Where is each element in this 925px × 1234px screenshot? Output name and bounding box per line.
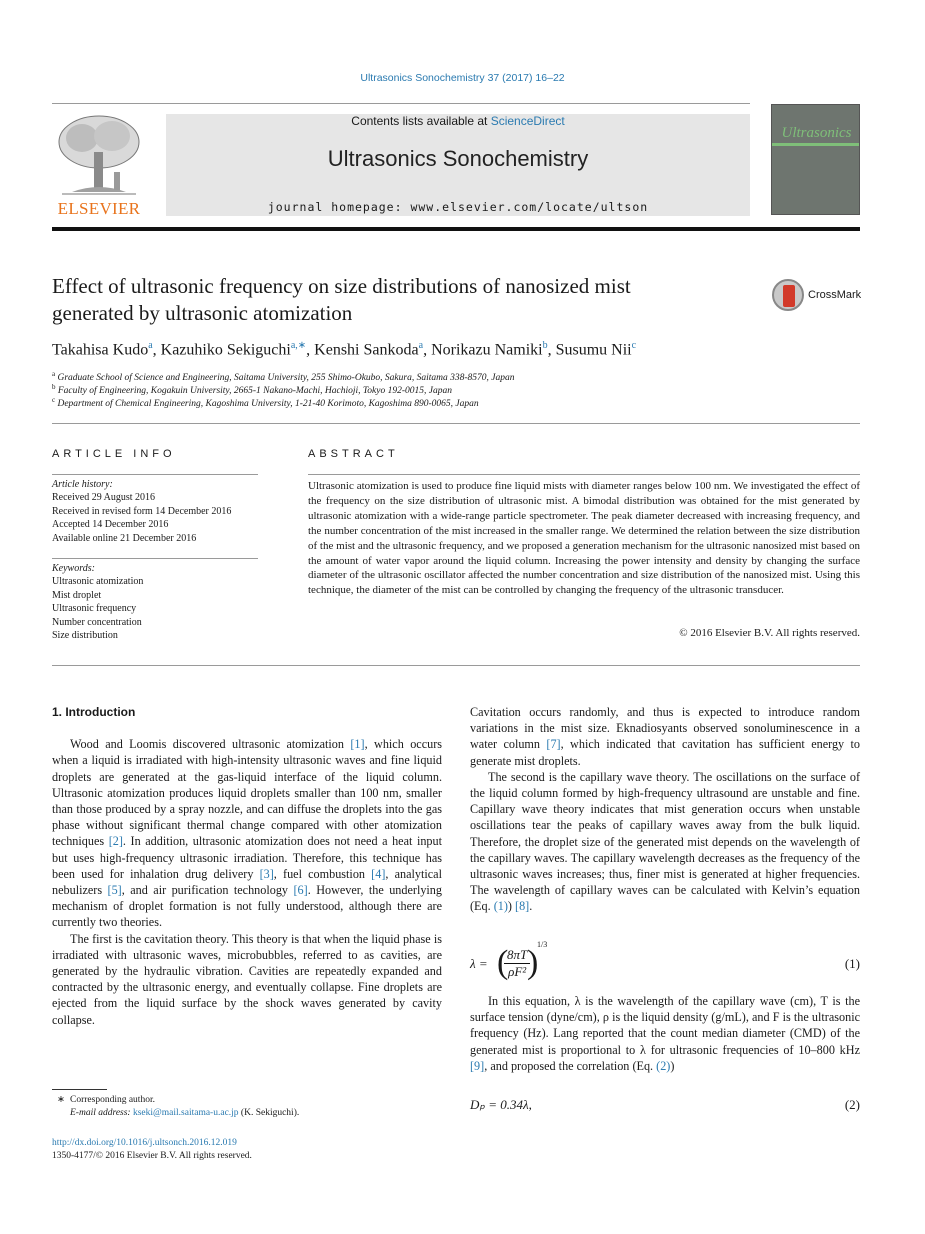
footnote: ∗ Corresponding author. E-mail address: kseki@mail.saitama-u.ac.jp (K. Sekiguchi). [57,1095,300,1118]
citation-link[interactable]: [6] [293,883,308,898]
author: Susumu Nii [555,341,632,359]
journal-title: Ultrasonics Sonochemistry [327,146,589,171]
equation-1: λ = ( $\frac{8\pi T}{\text{ρF²}}$ ) 1/3 (1) [470,940,860,981]
paragraph: Cavitation occurs randomly, and thus is expected to introduce random variations in the mist size. Eknadiosyants observed sonoluminescence in a water column [7], which indicated that cavitation has sufficient energy to generate mist droplets. [470,705,861,768]
abstract-divider [52,665,860,666]
contents-line: Contents lists available at ScienceDirect [351,114,565,128]
journal-homepage[interactable]: journal homepage: www.elsevier.com/locate/ultson [267,200,649,214]
author: Takahisa Kudo [52,341,149,359]
info-rule [52,558,258,559]
citation-link[interactable]: [7] [546,737,561,752]
article-info-heading: ARTICLE INFO [52,448,176,460]
cover-band [772,143,860,146]
journal-cover [771,104,860,215]
article-title: Effect of ultrasonic frequency on size distributions of nanosized mist generated by ultrasonic atomization [52,274,631,325]
header-rule [52,227,860,231]
paragraph: Wood and Loomis discovered ultrasonic atomization [1], which occurs when a liquid is irradiated with high-intensity ultrasonic waves and fine liquid droplets are generated at the gas-liquid interface of the liquid column. Ultrasonic atomization produces liquid droplets smaller than 100 nm, smaller than those produced by a spray nozzle, and can diffuse the droplets into the gas phase without significant thermal change compared with other atomization techniques [2]. In addition, ultrasonic atomization does not need a heat input but uses high-frequency ultrasonic irradiation. Therefore, this technique has been used for inhalation drug delivery [3], fuel combustion [4], analytical nebulizers [5], and air purification technology [6]. However, the underlying mechanism of droplet formation is not fully understood, although there are currently two theories. [52,737,443,930]
crossmark-label[interactable]: CrossMark [808,289,862,301]
paragraph: In this equation, λ is the wavelength of the capillary wave (cm), T is the surface tension (dyne/cm), ρ is the liquid density (g/mL), and F is the ultrasonic frequency (Hz). Lang reported that the count median diameter (CMD) of the generated mist is proportional to λ for ultrasonic frequencies of 10–800 kHz [9], and proposed the correlation (Eq. (2)) [470,994,860,1073]
citation-link[interactable]: [1] [350,737,365,752]
abstract-heading: ABSTRACT [308,448,399,460]
info-rule [52,474,258,475]
citation-link[interactable]: [4] [371,866,386,881]
abstract-text: Ultrasonic atomization is used to produce fine liquid mists with diameter ranges below 100 nm. We investigated the effect of the frequency on the size distribution of ultrasonic mist. A bimodal distribution was obtained for the mist generated by ultrasonic atomization with a wide-range particle spectrometer. The peak diameter decreased with increasing frequency, and the number concentration of the mist increased in the smaller range. We determined the relation between the size distribution of the mist and the ultrasonic frequency, and we proposed a generation mechanism for the ultrasonic nanosized mist based on the amount of water vapor around the liquid column. Increasing the power intensity and density by changing the surface diameter of the ultrasonic oscillator affected the number concentration and size distribution of the nanosized mist. Using this technique, the diameter of the mist can be controlled by changing the frequency of the ultrasonic transducer. [308,480,860,597]
issn-line: 1350-4177/© 2016 Elsevier B.V. All rights reserved. [52,1151,252,1161]
sciencedirect-link[interactable]: ScienceDirect [490,114,565,128]
right-column-cont [470,993,860,1074]
citation-link[interactable]: [3] [259,866,274,881]
crossmark-icon[interactable] [772,279,804,311]
publisher-name: ELSEVIER [57,199,141,218]
author-list: Takahisa Kudo$^a$, Kazuhiko Sekiguchi$^{a,∗}$, Kenshi Sankoda$^a$, Norikazu Namiki$^b$, Susumu Nii$^c$ [52,340,637,359]
equation-link[interactable]: (2) [656,1058,671,1073]
cover-title: Ultrasonics [781,125,852,141]
email-link[interactable]: kseki@mail.saitama-u.ac.jp [132,1108,239,1118]
citation-link[interactable]: [9] [470,1058,485,1073]
author: Kazuhiko Sekiguchi [160,341,291,359]
affiliation-divider [52,423,860,424]
abstract-rule [308,474,860,475]
abstract-copyright: © 2016 Elsevier B.V. All rights reserved. [679,627,860,639]
doi-block [52,1137,252,1163]
paragraph: The first is the cavitation theory. This theory is that when the liquid phase is irradiated with ultrasonic waves, microbubbles, referred to as cavities, are generated by the hydraulic vibration. Cavities are repeatedly expanded and contracted by the ultrasonic energy, and eventually collapse. Fine droplets are ejected from the liquid surface by the shock waves generated by cavity collapse. [52,931,442,1027]
paragraph: The second is the capillary wave theory. The oscillations on the surface of the liquid column formed by high-frequency ultrasound are unstable and fine. Capillary wave theory indicates that mist generation occurs when unstable oscillations tear the peaks of capillary waves away from the bulk liquid. Therefore, the droplet size of the generated mist depends on the wavelength of the capillary waves. The capillary wavelength decreases as the frequency of the ultrasonic waves increases; thus, finer mist is generated at higher frequencies. The wavelength of capillary waves can be calculated with Kelvin’s equation (Eq. (1)) [8]. [470,769,860,914]
keywords: Keywords: Ultrasonic atomization Mist droplet Ultrasonic frequency Number concentration Size distribution [52,563,144,642]
citation-link[interactable]: [8] [515,899,530,914]
equation-link[interactable]: (1) [493,899,508,914]
affiliation-a: $^a$ Graduate School of Science and Engineering, Saitama University, 255 Shimo-Okubo, Sakura, Saitama 338-8570, Japan [52,370,515,384]
equation-2: Dₚ = 0.34λ, (2) [470,1097,860,1112]
citation-link[interactable]: [2] [108,834,123,849]
section-heading: 1. Introduction [52,705,136,719]
article-history: Article history: Received 29 August 2016 Received in revised form 14 December 2016 Accepted 14 December 2016 Available online 21 December 2016 [52,479,232,544]
footnote-rule [52,1089,107,1090]
author: Kenshi Sankoda [314,341,419,359]
header-divider [52,103,750,104]
right-column [470,704,860,915]
affiliation-b: $^b$ Faculty of Engineering, Kogakuin University, 2665-1 Nakano-Machi, Hachioji, Tokyo 192-0015, Japan [52,383,452,397]
left-column [52,704,442,1028]
citation-link[interactable]: [5] [107,883,122,898]
affiliation-c: $^c$ Department of Chemical Engineering, Kagoshima University, 1-21-40 Korimoto, Kagoshima 890-0065, Japan [52,396,479,410]
author: Norikazu Namiki [431,341,543,359]
doi-link[interactable]: http://dx.doi.org/10.1016/j.ultsonch.2016.12.019 [52,1138,237,1148]
journal-reference[interactable]: Ultrasonics Sonochemistry 37 (2017) 16–22 [360,72,565,84]
